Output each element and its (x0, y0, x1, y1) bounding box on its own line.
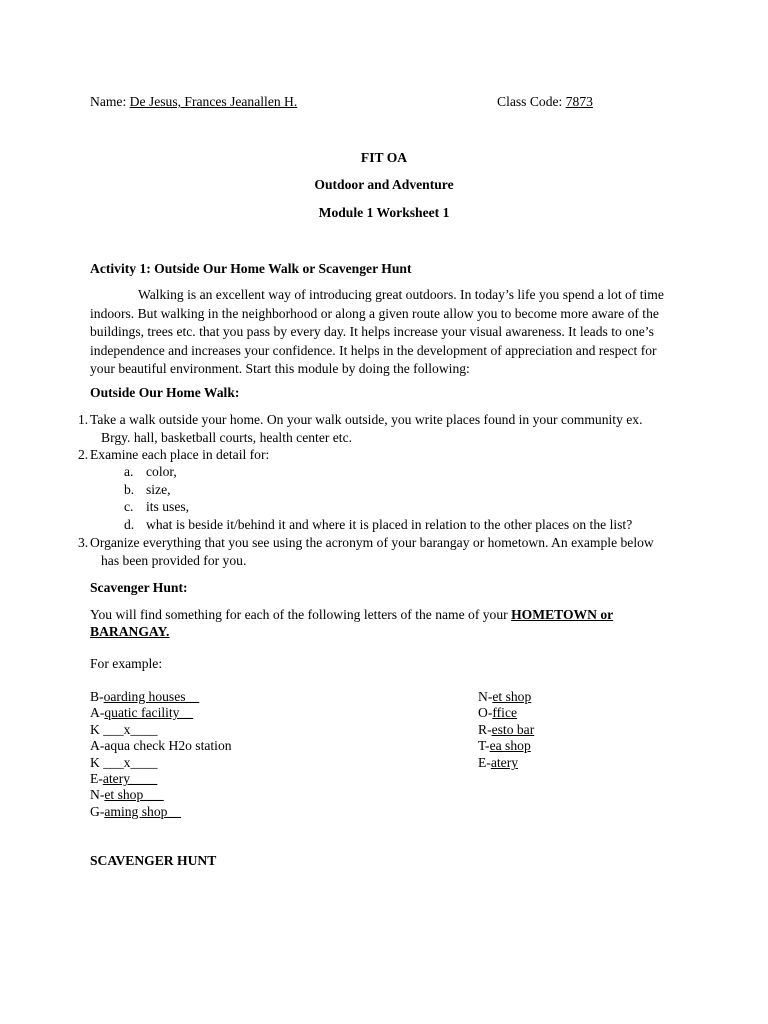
walk-item-3-line-1: Organize everything that you see using the acronym of your barangay or hometown. An example below (90, 535, 654, 550)
acronym-word: ea shop (489, 738, 531, 753)
walk-item-2-number: 2. (78, 447, 89, 462)
acronym-letter: R- (478, 722, 492, 737)
class-code-label: Class Code: (497, 94, 563, 109)
worksheet-title: Module 1 Worksheet 1 (318, 205, 450, 220)
acronym-word: et shop___ (104, 787, 164, 802)
walk-item-1-line-2: Brgy. hall, basketball courts, health center etc. (101, 430, 353, 445)
for-example-label: For example: (90, 656, 163, 671)
hunt-intro-emphasis-2: BARANGAY. (90, 624, 170, 639)
list-item (478, 722, 534, 738)
list-item (478, 705, 517, 721)
sub-item-text: size, (146, 482, 171, 497)
acronym-letter: E- (478, 755, 491, 770)
acronym-letter: G- (90, 804, 105, 819)
walk-item-2-line-1: Examine each place in detail for: (90, 447, 270, 462)
hunt-intro-line (90, 607, 613, 623)
sub-item-text: what is beside it/behind it and where it is placed in relation to the other places on the list? (146, 517, 633, 532)
acronym-letter: K (90, 722, 104, 737)
acronym-word: esto bar (491, 722, 535, 737)
acronym-letter: T- (478, 738, 490, 753)
hunt-heading: Scavenger Hunt: (90, 580, 188, 595)
activity-heading: Activity 1: Outside Our Home Walk or Scavenger Hunt (90, 261, 412, 276)
walk-item-1-line-1: Take a walk outside your home. On your walk outside, you write places found in your community ex. (90, 412, 643, 427)
acronym-letter: N- (90, 787, 105, 802)
acronym-word: et shop (492, 689, 532, 704)
list-item (90, 804, 181, 820)
acronym-letter: O- (478, 705, 493, 720)
acronym-letter: K (90, 755, 104, 770)
course-title: FIT OA (360, 150, 408, 165)
course-subtitle: Outdoor and Adventure (314, 177, 454, 192)
acronym-word: aming shop__ (104, 804, 182, 819)
acronym-letter: A- (90, 705, 105, 720)
list-item (478, 689, 531, 705)
walk-heading: Outside Our Home Walk: (90, 385, 240, 400)
name-value: De Jesus, Frances Jeanallen H. (129, 94, 298, 109)
sub-item-text: color, (146, 464, 177, 479)
acronym-word: ffice (492, 705, 518, 720)
scavenger-hunt-section-heading: SCAVENGER HUNT (90, 853, 217, 868)
list-item (90, 705, 193, 721)
sub-item-letter: d. (124, 517, 135, 532)
list-item (90, 771, 157, 787)
acronym-letter: A-aqua check H2o station (90, 738, 232, 753)
name-label: Name: (90, 94, 127, 109)
list-item (478, 738, 531, 754)
acronym-word: atery____ (102, 771, 158, 786)
class-code-line (497, 94, 593, 110)
sub-item-text: its uses, (146, 499, 190, 514)
acronym-word: ___x____ (103, 722, 158, 737)
sub-item-letter: b. (124, 482, 135, 497)
class-code-value: 7873 (565, 94, 593, 109)
list-item (90, 689, 199, 705)
activity-paragraph: Walking is an excellent way of introducing great outdoors. In today’s life you spend a lot of time indoors. But walking in the neighborhood or along a given route allow you to become more aware of the buildings, trees etc. that you pass by every day. It helps increase your visual awareness. It leads to one’s independence and increases your confidence. It helps in the development of appreciation and respect for your beautiful environment. Start this module by doing the following: (90, 287, 664, 376)
walk-item-3-line-2: has been provided for you. (101, 553, 247, 568)
acronym-word: ___x____ (103, 755, 158, 770)
walk-item-3-number: 3. (78, 535, 89, 550)
acronym-word: oarding houses__ (103, 689, 200, 704)
sub-item-letter: c. (124, 499, 134, 514)
list-item (90, 722, 158, 738)
acronym-letter: N- (478, 689, 493, 704)
acronym-word: quatic facility__ (104, 705, 194, 720)
name-line (90, 94, 297, 110)
acronym-letter: B- (90, 689, 104, 704)
list-item (90, 755, 158, 771)
list-item (478, 755, 518, 771)
hunt-intro-emphasis-1: HOMETOWN or (511, 607, 614, 622)
acronym-letter: E- (90, 771, 103, 786)
hunt-intro-text: You will find something for each of the following letters of the name of your (90, 607, 508, 622)
list-item (90, 787, 164, 803)
list-item (90, 738, 232, 754)
sub-item-letter: a. (124, 464, 134, 479)
acronym-word: atery (490, 755, 519, 770)
walk-item-1-number: 1. (78, 412, 89, 427)
